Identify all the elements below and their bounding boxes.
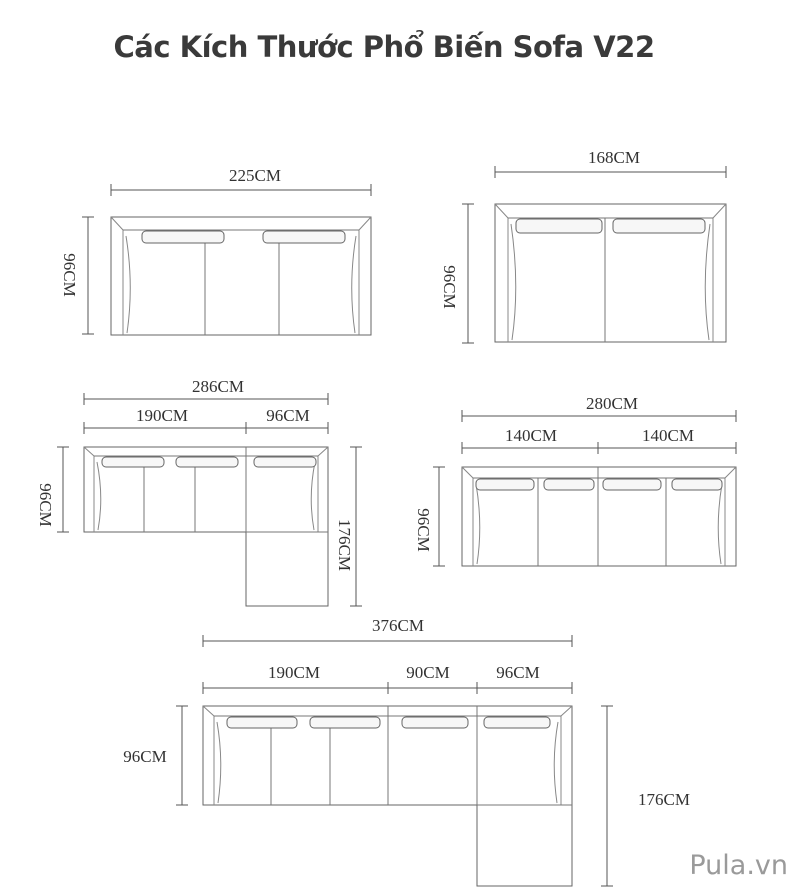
cushion [263, 231, 345, 243]
sofa-outline [203, 706, 572, 886]
sofa-outline [495, 204, 726, 342]
sofa-outline [111, 217, 371, 335]
cushion [402, 717, 468, 728]
dim-label-depth: 96CM [440, 265, 459, 309]
sofa-outline [84, 447, 328, 606]
dim-label-depth: 96CM [60, 253, 79, 297]
dim-label-left: 140CM [505, 426, 557, 445]
dim-label-chaise: 96CM [496, 663, 540, 682]
dim-label-total: 280CM [586, 394, 638, 413]
cushion [544, 479, 594, 490]
cushion [476, 479, 534, 490]
sofa-280-group [414, 394, 736, 566]
cushion [102, 457, 164, 467]
sofa-168-group [440, 148, 726, 343]
dim-label-depth: 96CM [414, 508, 433, 552]
dim-label-left: 190CM [136, 406, 188, 425]
sofa-outline [462, 467, 736, 566]
dim-label-total: 286CM [192, 377, 244, 396]
cushion [142, 231, 224, 243]
page-title: Các Kích Thước Phổ Biến Sofa V22 [113, 30, 655, 64]
cushion [613, 219, 705, 233]
brand-watermark: Pula.vn [689, 850, 788, 881]
dim-label-chaise-length: 176CM [335, 519, 354, 571]
dim-label-width: 225CM [229, 166, 281, 185]
cushion [310, 717, 380, 728]
dim-label-chaise-length: 176CM [638, 790, 690, 809]
cushion [484, 717, 550, 728]
dim-label-total: 376CM [372, 616, 424, 635]
sofa-225-group [60, 166, 371, 335]
cushion [672, 479, 722, 490]
dim-label-depth: 96CM [36, 483, 55, 527]
dim-label-width: 168CM [588, 148, 640, 167]
dim-label-chaise: 96CM [266, 406, 310, 425]
dim-label-right: 140CM [642, 426, 694, 445]
dim-label-middle: 90CM [406, 663, 450, 682]
dim-label-left: 190CM [268, 663, 320, 682]
cushion [603, 479, 661, 490]
dim-label-depth: 96CM [123, 747, 167, 766]
cushion [516, 219, 602, 233]
sofa-286-l-group [36, 377, 362, 606]
sofa-376-l-group [123, 616, 690, 886]
cushion [227, 717, 297, 728]
cushion [176, 457, 238, 467]
cushion [254, 457, 316, 467]
